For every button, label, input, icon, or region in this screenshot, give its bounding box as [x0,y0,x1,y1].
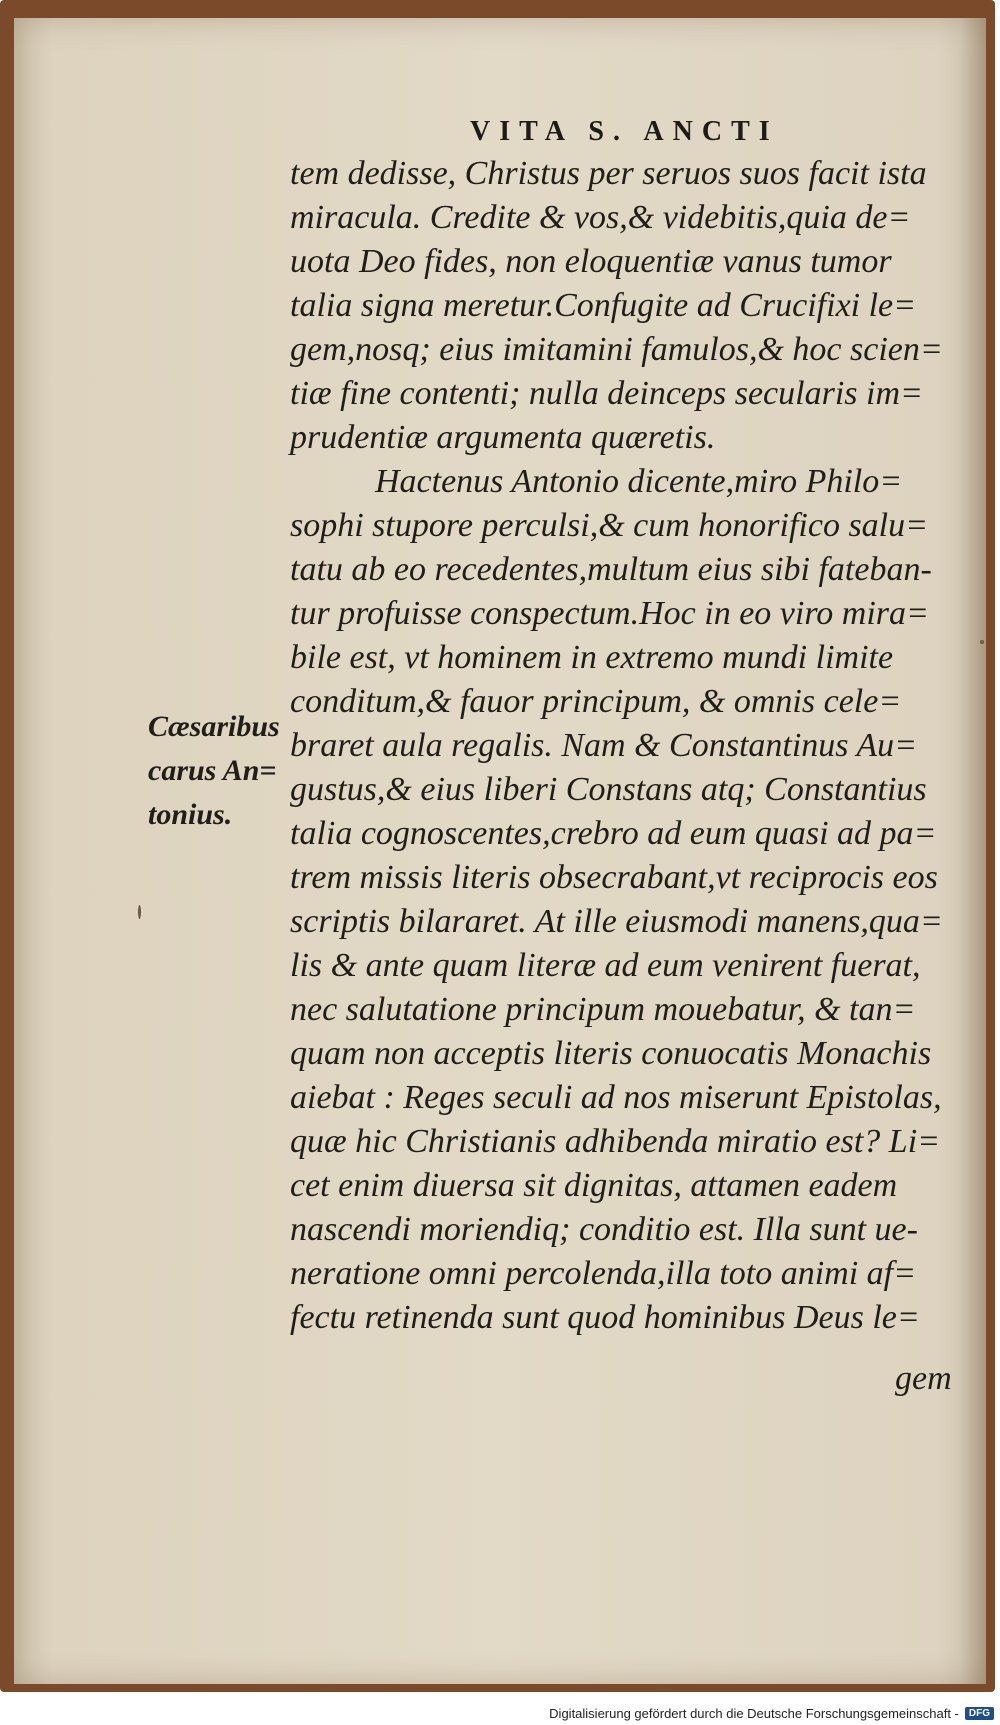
text-line: tur profuisse conspectum.Hoc in eo viro mira= [290,595,929,632]
text-line: miracula. Credite & vos,& videbitis,quia de= [290,199,911,236]
text-line: scriptis bilararet. At ille eiusmodi manens,qua= [290,903,943,940]
text-line: quam non acceptis literis conuocatis Monachis [290,1035,932,1072]
text-line: talia cognoscentes,crebro ad eum quasi ad pa= [290,815,937,852]
text-line-indented: Hactenus Antonio dicente,miro Philo= [375,463,903,500]
text-line: sophi stupore perculsi,& cum honorifico salu= [290,507,929,544]
text-line: trem missis literis obsecrabant,vt reciprocis eos [290,859,938,896]
dfg-logo: DFG [965,1707,994,1720]
digitization-credit [549,1706,994,1721]
text-line: braret aula regalis. Nam & Constantinus Au= [290,727,918,764]
text-line: cet enim diuersa sit dignitas, attamen eadem [290,1167,898,1204]
page-gutter-shadow [960,18,986,1684]
credit-text: Digitalisierung gefördert durch die Deutsche Forschungsgemeinschaft - [549,1706,959,1721]
text-line: bile est, vt hominem in extremo mundi limite [290,639,894,676]
paper-speck [138,905,141,919]
text-line: nec salutatione principum mouebatur, & tan= [290,991,916,1028]
marginal-note [148,705,280,837]
text-line: tiæ fine contenti; nulla deinceps secularis im= [290,375,923,412]
text-line: tem dedisse, Christus per seruos suos facit ista [290,155,927,192]
text-line: aiebat : Reges seculi ad nos miserunt Epistolas, [290,1079,942,1116]
text-line: prudentiæ argumenta quæretis. [290,419,716,456]
text-line: tatu ab eo recedentes,multum eius sibi fateban- [290,551,932,588]
text-line: gustus,& eius liberi Constans atq; Constantius [290,771,927,808]
text-line: neratione omni percolenda,illa toto animi af= [290,1255,917,1292]
catchword: gem [895,1360,952,1397]
text-line: conditum,& fauor principum, & omnis cele= [290,683,902,720]
text-line: gem,nosq; eius imitamini famulos,& hoc scien= [290,331,943,368]
text-line: quæ hic Christianis adhibenda miratio est? Li= [290,1123,941,1160]
marginal-line: carus An= [148,754,277,787]
text-line: lis & ante quam literæ ad eum venirent fuerat, [290,947,921,984]
text-line: nascendi moriendiq; conditio est. Illa sunt ue- [290,1211,918,1248]
paper-speck [980,640,984,644]
text-line: uota Deo fides, non eloquentiæ vanus tumor [290,243,892,280]
marginal-line: tonius. [148,798,233,831]
marginal-line: Cæsaribus [148,710,280,743]
text-line: fectu retinenda sunt quod hominibus Deus le= [290,1299,920,1336]
text-line: talia signa meretur.Confugite ad Crucifixi le= [290,287,917,324]
body-text [290,152,962,1340]
running-head: VITA S. ANCTI [470,116,779,147]
